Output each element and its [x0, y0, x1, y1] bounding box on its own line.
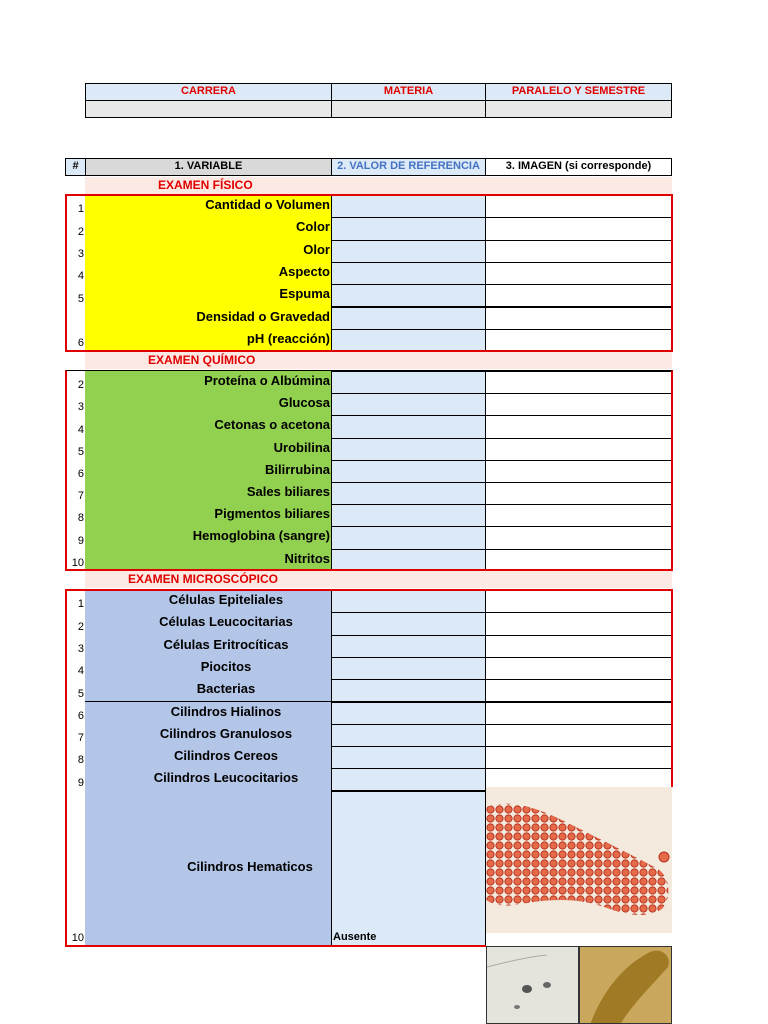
variable-label: Glucosa — [278, 395, 330, 411]
fisico-section-border — [65, 194, 673, 352]
column-imagen-label: 3. IMAGEN (si corresponde) — [505, 160, 652, 172]
header-paralelo-label: PARALELO Y SEMESTRE — [511, 85, 646, 97]
row-number: 4 — [77, 270, 84, 283]
image-cell[interactable] — [485, 724, 672, 747]
variable-label: Células Eritrocíticas — [163, 636, 289, 652]
micro-section-bottom-border — [65, 945, 486, 947]
variable-label: Bacterias — [196, 681, 256, 697]
carrera-input[interactable] — [85, 100, 332, 118]
reference-value-cell[interactable] — [331, 657, 486, 680]
reference-cell-border — [331, 790, 486, 947]
reference-value-cell[interactable] — [331, 590, 486, 613]
header-cell-carrera — [85, 83, 332, 101]
image-cell[interactable] — [485, 746, 672, 769]
variable-label: Bilirrubina — [264, 461, 330, 477]
row-number: 7 — [77, 490, 84, 503]
image-cell[interactable] — [485, 702, 672, 725]
row-number: 4 — [77, 423, 84, 436]
group-divider — [85, 701, 332, 702]
row-number: 1 — [77, 598, 84, 611]
row-number: 5 — [77, 687, 84, 700]
variable-label: Espuma — [279, 286, 330, 302]
hematic-cast-image — [486, 787, 672, 933]
image-cell[interactable] — [485, 635, 672, 658]
variable-label: Cilindros Hialinos — [170, 703, 282, 719]
image-cell[interactable] — [485, 679, 672, 702]
column-referencia-label: 2. VALOR DE REFERENCIA — [337, 160, 480, 172]
section-title-microscopico: EXAMEN MICROSCÓPICO — [128, 572, 279, 586]
variable-label: Células Epiteliales — [168, 592, 284, 607]
materia-input[interactable] — [331, 100, 486, 118]
header-carrera-label: CARRERA — [181, 85, 236, 97]
variable-label: Olor — [303, 241, 330, 257]
variable-label: Cantidad o Volumen — [205, 197, 330, 212]
variable-label: Células Leucocitarias — [159, 614, 293, 630]
row-number: 4 — [77, 665, 84, 678]
row-number: 8 — [77, 512, 84, 525]
variable-label: Cilindros Granulosos — [159, 725, 293, 741]
quimico-section-border — [65, 370, 673, 571]
image-cell[interactable] — [485, 612, 672, 635]
variable-label: Aspecto — [278, 263, 330, 279]
row-number: 6 — [77, 468, 84, 480]
reference-value-cell[interactable] — [331, 679, 486, 702]
microscopy-image-left — [486, 946, 579, 1024]
row-number: 9 — [77, 534, 84, 547]
row-number: 7 — [77, 732, 84, 745]
variable-label: Urobilina — [273, 439, 330, 455]
variable-label: Cilindros Cereos — [173, 748, 279, 764]
column-header-num — [65, 158, 86, 176]
row-number: 2 — [77, 379, 84, 392]
hematic-cast-icon — [486, 787, 672, 933]
row-number: 8 — [77, 754, 84, 767]
variable-label: Pigmentos biliares — [214, 506, 330, 522]
column-num-label: # — [72, 160, 79, 172]
variable-label: Nitritos — [284, 550, 330, 566]
row-number: 5 — [77, 292, 84, 305]
microscopy-image-right — [579, 946, 672, 1024]
row-number: 3 — [77, 401, 84, 414]
row-number: 3 — [77, 642, 84, 655]
reference-value[interactable]: Ausente — [333, 931, 377, 943]
row-number: 1 — [77, 203, 84, 216]
header-materia-label: MATERIA — [383, 85, 434, 97]
variable-label: Cetonas o acetona — [214, 417, 330, 433]
header-cell-paralelo — [485, 83, 672, 101]
variable-label: Hemoglobina (sangre) — [192, 528, 330, 544]
section-title-quimico: EXAMEN QUÍMICO — [148, 353, 256, 367]
row-number: 10 — [71, 556, 84, 569]
row-number: 2 — [77, 620, 84, 633]
paralelo-input[interactable] — [485, 100, 672, 118]
reference-value-cell[interactable] — [331, 635, 486, 658]
variable-label: Cilindros Hematicos — [187, 859, 313, 874]
row-number: 2 — [77, 225, 84, 238]
row-number: 5 — [77, 445, 84, 458]
column-header-referencia — [331, 158, 486, 176]
variable-label: Proteína o Albúmina — [204, 373, 330, 388]
image-cell[interactable] — [485, 657, 672, 680]
reference-value-cell[interactable] — [331, 746, 486, 769]
variable-label: pH (reacción) — [246, 330, 330, 346]
reference-value-cell[interactable] — [331, 612, 486, 635]
image-cell[interactable] — [485, 590, 672, 613]
section-title-fisico: EXAMEN FÍSICO — [158, 178, 253, 192]
micro-section-top-border — [65, 589, 673, 591]
row-number: 6 — [77, 337, 84, 350]
variable-label: Piocitos — [200, 658, 252, 674]
microscopy-cells-icon — [487, 947, 579, 1024]
reference-value-cell[interactable] — [331, 724, 486, 747]
variable-label: Sales biliares — [246, 484, 330, 499]
variable-label: Densidad o Gravedad — [196, 308, 330, 324]
micro-section-border — [65, 589, 67, 947]
row-number: 9 — [77, 776, 84, 789]
column-header-imagen — [485, 158, 672, 176]
variable-label: Color — [296, 219, 330, 235]
micro-section-right-border — [671, 589, 673, 787]
row-number: 10 — [71, 932, 84, 944]
row-number: 3 — [77, 247, 84, 260]
reference-value-cell[interactable] — [331, 768, 486, 791]
column-variable-label: 1. VARIABLE — [174, 160, 243, 172]
column-header-variable — [85, 158, 332, 176]
reference-value-cell[interactable] — [331, 702, 486, 725]
granular-cast-icon — [580, 947, 672, 1024]
header-cell-materia — [331, 83, 486, 101]
variable-label: Cilindros Leucocitarios — [153, 770, 299, 786]
row-number: 6 — [77, 709, 84, 722]
